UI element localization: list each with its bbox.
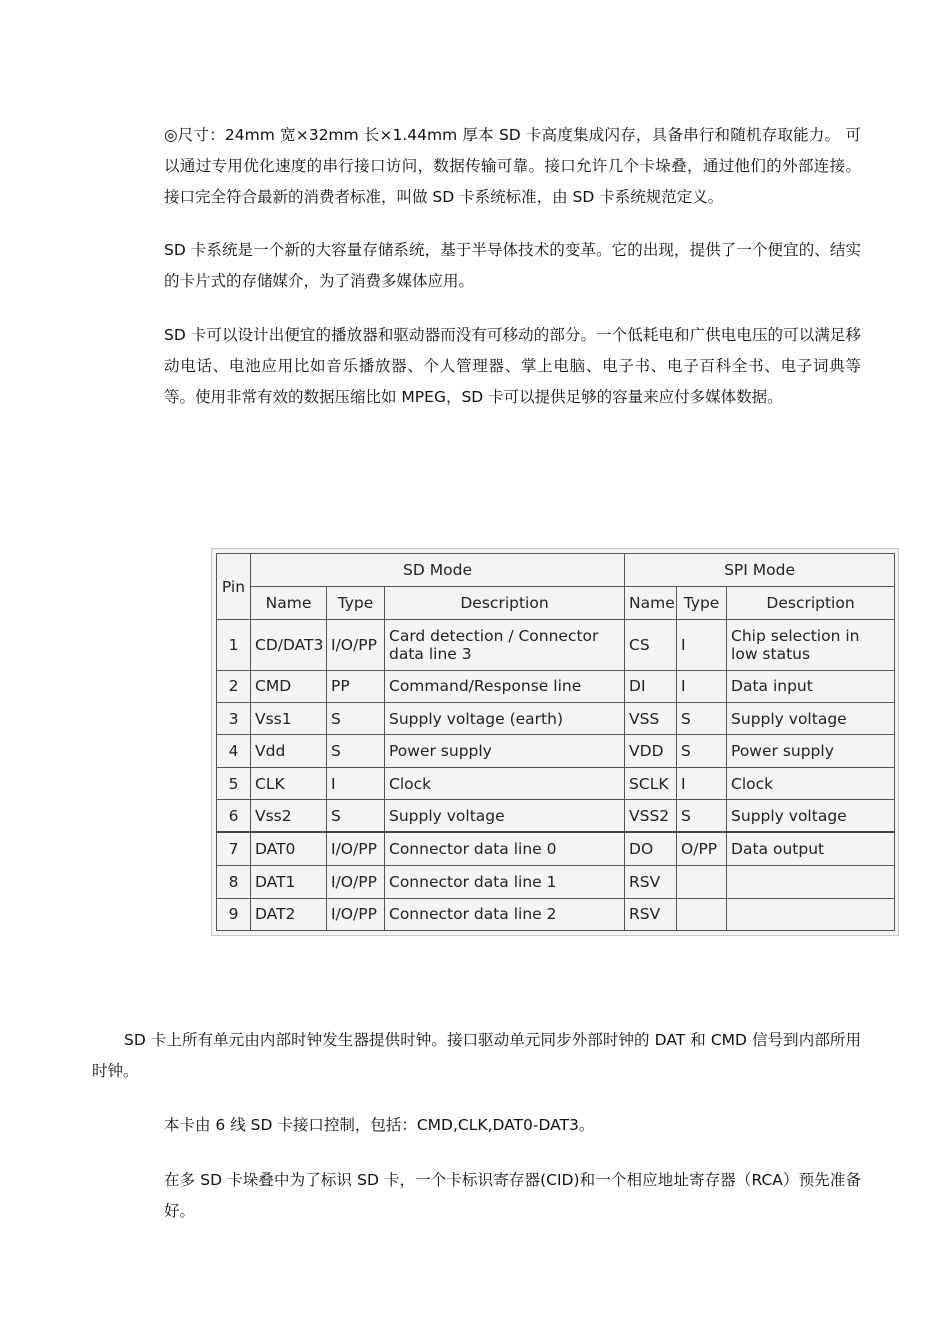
- spi-type: I: [677, 670, 727, 702]
- spi-name: VSS2: [625, 800, 677, 832]
- paragraph-clock: SD 卡上所有单元由内部时钟发生器提供时钟。接口驱动单元同步外部时钟的 DAT 和 CMD 信号到内部所用时钟。: [92, 1031, 861, 1080]
- pin-table-figure: [211, 548, 899, 936]
- sd-name: CLK: [251, 767, 327, 799]
- header-spi-mode: SPI Mode: [625, 554, 895, 587]
- sd-type: S: [327, 800, 385, 832]
- sd-description: Command/Response line: [385, 670, 625, 702]
- sd-type: I/O/PP: [327, 620, 385, 671]
- header-spi-type: Type: [677, 587, 727, 620]
- spi-name: DI: [625, 670, 677, 702]
- sd-description: Supply voltage (earth): [385, 703, 625, 735]
- sd-description: Power supply: [385, 735, 625, 767]
- table-row: [217, 800, 895, 832]
- sd-name: DAT0: [251, 832, 327, 865]
- sd-description: Card detection / Connector data line 3: [385, 620, 625, 671]
- table-row: [217, 898, 895, 931]
- sd-type: I/O/PP: [327, 898, 385, 931]
- sd-name: CD/DAT3: [251, 620, 327, 671]
- pin-number: 1: [217, 620, 251, 671]
- spi-name: RSV: [625, 898, 677, 931]
- paragraph-interface: 本卡由 6 线 SD 卡接口控制，包括：CMD,CLK,DAT0-DAT3。: [164, 1116, 595, 1134]
- sd-description: Supply voltage: [385, 800, 625, 832]
- pin-number: 2: [217, 670, 251, 702]
- header-sd-type: Type: [327, 587, 385, 620]
- table-row: [217, 832, 895, 865]
- spi-type: S: [677, 735, 727, 767]
- sd-description: Connector data line 2: [385, 898, 625, 931]
- spi-type: S: [677, 703, 727, 735]
- pin-number: 8: [217, 866, 251, 898]
- paragraph-dimensions: ◎尺寸：24mm 宽×32mm 长×1.44mm 厚本 SD 卡高度集成闪存，具备串行和随机存取能力。 可以通过专用优化速度的串行接口访问，数据传输可靠。接口允许几个卡垛叠，通过他们的外部连接。接口完全符合最新的消费者标准，叫做 SD 卡系统标准，由 SD 卡系统规范定义。: [164, 126, 861, 206]
- pin-number: 3: [217, 703, 251, 735]
- spi-type: I: [677, 767, 727, 799]
- spi-description: Supply voltage: [727, 800, 895, 832]
- sd-type: S: [327, 703, 385, 735]
- table-row: [217, 620, 895, 671]
- sd-type: I/O/PP: [327, 866, 385, 898]
- spi-description: Power supply: [727, 735, 895, 767]
- spi-name: SCLK: [625, 767, 677, 799]
- spi-type: S: [677, 800, 727, 832]
- pin-number: 5: [217, 767, 251, 799]
- spi-name: VDD: [625, 735, 677, 767]
- sd-description: Connector data line 1: [385, 866, 625, 898]
- table-row: [217, 670, 895, 702]
- header-spi-name: Name: [625, 587, 677, 620]
- paragraph-sd-system: SD 卡系统是一个新的大容量存储系统，基于半导体技术的变革。它的出现，提供了一个便宜的、结实的卡片式的存储媒介，为了消费多媒体应用。: [164, 241, 861, 290]
- header-sd-name: Name: [251, 587, 327, 620]
- pin-number: 6: [217, 800, 251, 832]
- sd-name: CMD: [251, 670, 327, 702]
- spi-type: [677, 866, 727, 898]
- paragraph-registers: 在多 SD 卡垛叠中为了标识 SD 卡，一个卡标识寄存器(CID)和一个相应地址寄存器（RCA）预先准备好。: [164, 1171, 861, 1220]
- sd-name: Vss1: [251, 703, 327, 735]
- pin-number: 7: [217, 832, 251, 865]
- spi-description: Chip selection in low status: [727, 620, 895, 671]
- sd-type: S: [327, 735, 385, 767]
- spi-description: Clock: [727, 767, 895, 799]
- pin-table: [216, 553, 895, 931]
- spi-description: [727, 866, 895, 898]
- header-sd-mode: SD Mode: [251, 554, 625, 587]
- spi-description: Supply voltage: [727, 703, 895, 735]
- spi-description: Data input: [727, 670, 895, 702]
- sd-name: DAT1: [251, 866, 327, 898]
- sd-name: DAT2: [251, 898, 327, 931]
- table-row: [217, 866, 895, 898]
- sd-type: PP: [327, 670, 385, 702]
- sd-description: Connector data line 0: [385, 832, 625, 865]
- spi-description: Data output: [727, 832, 895, 865]
- table-row: [217, 703, 895, 735]
- sd-description: Clock: [385, 767, 625, 799]
- spi-name: RSV: [625, 866, 677, 898]
- spi-name: CS: [625, 620, 677, 671]
- sd-name: Vss2: [251, 800, 327, 832]
- spi-type: I: [677, 620, 727, 671]
- header-sd-description: Description: [385, 587, 625, 620]
- table-row: [217, 735, 895, 767]
- spi-name: VSS: [625, 703, 677, 735]
- paragraph-applications: SD 卡可以设计出便宜的播放器和驱动器而没有可移动的部分。一个低耗电和广供电电压的可以满足移动电话、电池应用比如音乐播放器、个人管理器、掌上电脑、电子书、电子百科全书、电子词典等等。使用非常有效的数据压缩比如 MPEG，SD 卡可以提供足够的容量来应付多媒体数据。: [164, 326, 861, 406]
- spi-type: [677, 898, 727, 931]
- sd-type: I: [327, 767, 385, 799]
- spi-description: [727, 898, 895, 931]
- header-pin: Pin: [217, 554, 251, 620]
- table-row: [217, 767, 895, 799]
- pin-number: 9: [217, 898, 251, 931]
- pin-number: 4: [217, 735, 251, 767]
- spi-type: O/PP: [677, 832, 727, 865]
- header-spi-description: Description: [727, 587, 895, 620]
- sd-name: Vdd: [251, 735, 327, 767]
- sd-type: I/O/PP: [327, 832, 385, 865]
- spi-name: DO: [625, 832, 677, 865]
